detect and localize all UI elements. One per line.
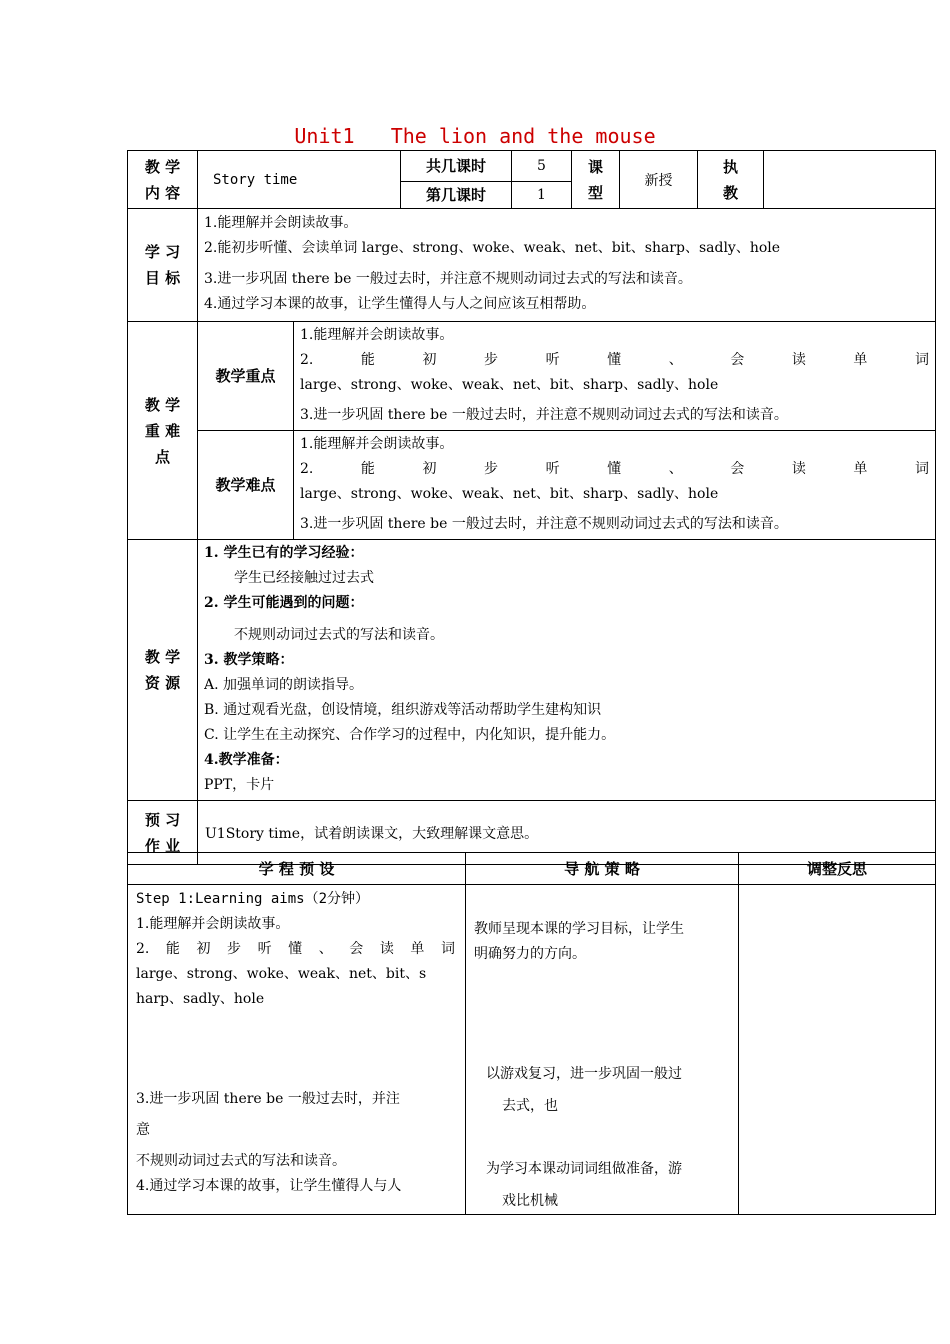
process-reflection-cell: [739, 885, 936, 1215]
process-strategy-cell: [466, 885, 739, 1215]
goals-label: 学 习 目 标: [128, 209, 198, 322]
resources-heading: 1. 学生已有的学习经验：: [204, 545, 364, 561]
focus-line-spaced: 2. 能 初 步 听 懂 、 会 读 单 词: [300, 352, 929, 368]
teaching-focus-label: 教学重点: [198, 322, 294, 431]
document-title: Unit1 The lion and the mouse: [294, 124, 656, 148]
focus-line: 1.能理解并会朗读故事。: [300, 327, 454, 343]
content-label: 教 学 内 容: [128, 151, 198, 209]
goals-content: [198, 209, 936, 322]
current-period-value: 1: [512, 182, 572, 209]
process-plan-cell: [128, 885, 466, 1215]
difficulty-line: large、strong、woke、weak、net、bit、sharp、sadly、hole: [300, 486, 719, 502]
plan-line: 意: [136, 1122, 150, 1138]
resources-heading: 4.教学准备：: [204, 752, 289, 768]
resources-heading: 3. 教学策略：: [204, 652, 294, 668]
process-col-strategy: 导 航 策 略: [466, 853, 739, 885]
teaching-focus-content: [294, 322, 936, 431]
strategy-line: 教师呈现本课的学习目标，让学生: [474, 921, 684, 937]
preview-text: U1Story time，试着朗读课文，大致理解课文意思。: [205, 825, 539, 842]
focus-line: 3.进一步巩固 there be 一般过去时，并注意不规则动词过去式的写法和读音。: [300, 407, 788, 423]
strategy-line: 明确努力的方向。: [474, 946, 586, 962]
teacher-value: [764, 151, 936, 209]
strategy-line: 以游戏复习，进一步巩固一般过: [486, 1066, 682, 1082]
strategy-line: 去式，也: [502, 1098, 558, 1114]
teacher-label: 执 教: [698, 151, 764, 209]
goal-item: 4.通过学习本课的故事，让学生懂得人与人之间应该互相帮助。: [204, 296, 596, 312]
resources-label: 教 学 资 源: [128, 540, 198, 801]
plan-line: large、strong、woke、weak、net、bit、s: [136, 966, 427, 982]
plan-line: 1.能理解并会朗读故事。: [136, 916, 290, 932]
goal-item: 1.能理解并会朗读故事。: [204, 215, 358, 231]
resources-text: C. 让学生在主动探究、合作学习的过程中，内化知识，提升能力。: [204, 727, 616, 743]
process-col-plan: 学 程 预 设: [128, 853, 466, 885]
resources-text: A. 加强单词的朗读指导。: [204, 677, 364, 693]
teaching-difficulty-label: 教学难点: [198, 431, 294, 540]
resources-text: B. 通过观看光盘，创设情境，组织游戏等活动帮助学生建构知识: [204, 702, 602, 718]
resources-content: [198, 540, 936, 801]
content-value: Story time: [198, 151, 401, 209]
difficulty-line: 1.能理解并会朗读故事。: [300, 436, 454, 452]
teaching-difficulty-content: [294, 431, 936, 540]
difficulty-line: 3.进一步巩固 there be 一般过去时，并注意不规则动词过去式的写法和读音。: [300, 516, 788, 532]
difficulty-line-spaced: 2. 能 初 步 听 懂 、 会 读 单 词: [300, 461, 929, 477]
plan-line: 3.进一步巩固 there be 一般过去时，并注: [136, 1091, 400, 1107]
plan-line: harp、sadly、hole: [136, 991, 265, 1007]
strategy-line: 戏比机械: [502, 1193, 558, 1209]
preview-label: 预 习 作 业: [128, 801, 198, 865]
resources-text: PPT，卡片: [204, 777, 275, 793]
goal-item: 2.能初步听懂、会读单词 large、strong、woke、weak、net、bit、sharp、sadly、hole: [204, 240, 781, 256]
lesson-info-table: [127, 150, 936, 865]
plan-line: 不规则动词过去式的写法和读音。: [136, 1153, 346, 1169]
total-periods-value: 5: [512, 151, 572, 182]
resources-heading: 2. 学生可能遇到的问题：: [204, 595, 364, 611]
key-points-label: 教 学 重 难 点: [128, 322, 198, 540]
lesson-type-label: 课 型: [572, 151, 620, 209]
lesson-type-value: 新授: [620, 151, 698, 209]
plan-line-spaced: 2. 能 初 步 听 懂 、 会 读 单 词: [136, 941, 455, 957]
current-period-label: 第几课时: [401, 182, 512, 209]
focus-line: large、strong、woke、weak、net、bit、sharp、sadly、hole: [300, 377, 719, 393]
step-heading: Step 1:Learning aims（2分钟）: [136, 891, 370, 907]
strategy-line: 为学习本课动词词组做准备，游: [486, 1161, 682, 1177]
process-col-reflection: 调整反思: [739, 853, 936, 885]
goal-item: 3.进一步巩固 there be 一般过去时，并注意不规则动词过去式的写法和读音。: [204, 271, 692, 287]
plan-line: 4.通过学习本课的故事，让学生懂得人与人: [136, 1178, 402, 1194]
resources-text: 学生已经接触过过去式: [234, 570, 374, 586]
total-periods-label: 共几课时: [401, 151, 512, 182]
resources-text: 不规则动词过去式的写法和读音。: [234, 627, 444, 643]
process-table: [127, 852, 936, 1215]
